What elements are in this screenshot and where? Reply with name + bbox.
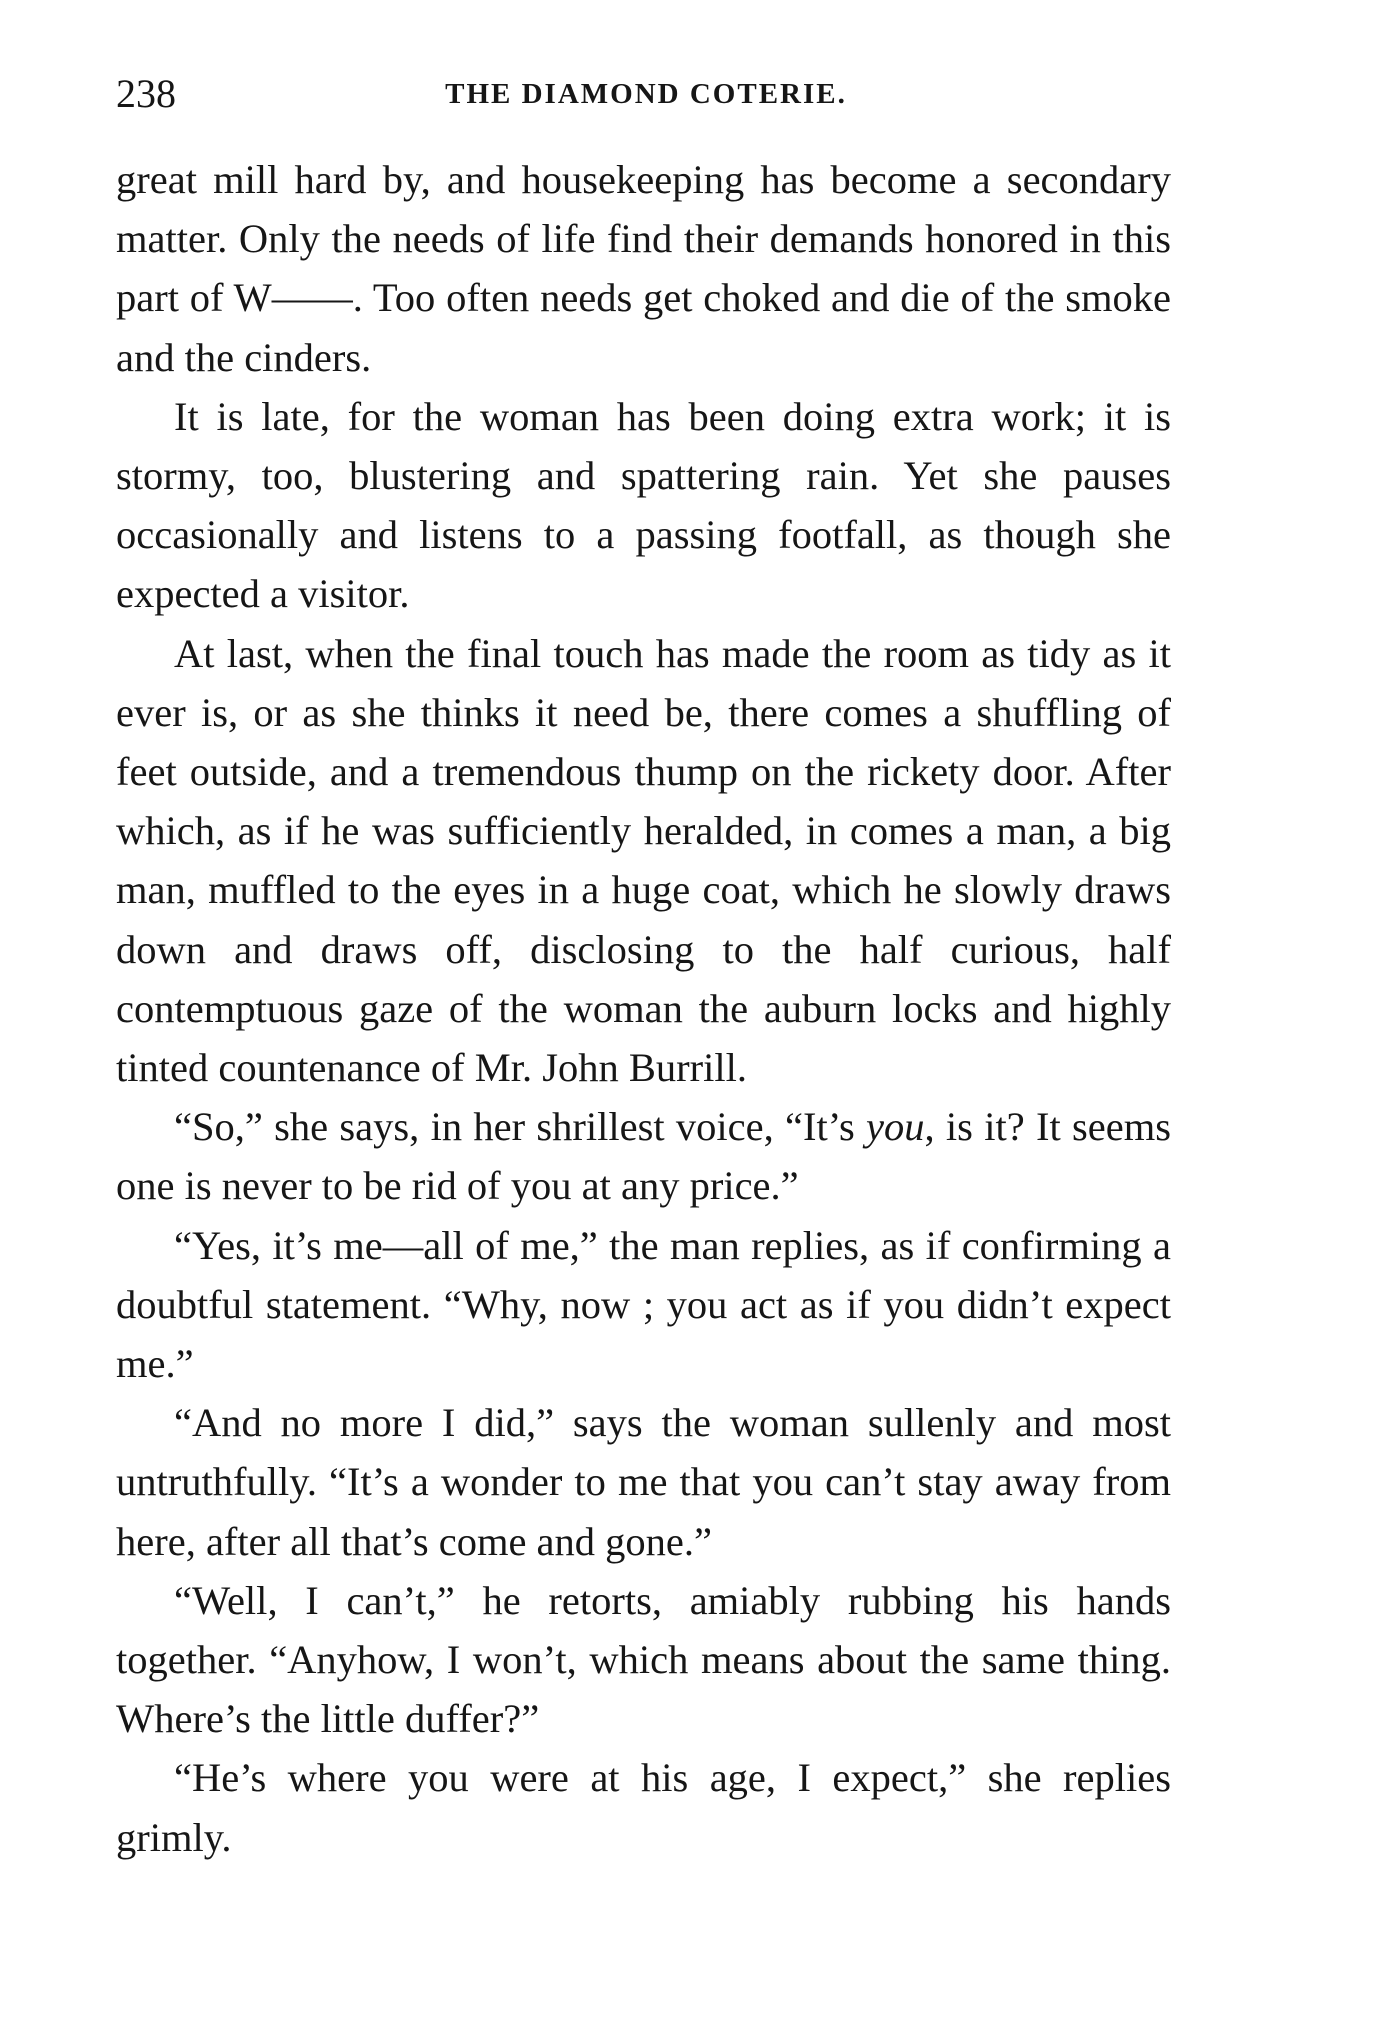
page-header <box>116 66 1176 122</box>
paragraph <box>116 1748 1171 1866</box>
text-run: “And no more I did,” says the woman sullenly and most untruthfully. “It’s a wonder to me that you can’t stay away from here, after all that’s come and gone.” <box>116 1400 1171 1564</box>
text-run: great mill hard by, and housekeeping has become a secondary matter. Only the needs of life find their demands honored in this part of W——. Too often needs get choked and die of the smoke and the cinders. <box>116 157 1171 380</box>
paragraph <box>116 150 1171 387</box>
paragraph <box>116 1216 1171 1394</box>
text-run: “Well, I can’t,” he retorts, amiably rubbing his hands together. “Anyhow, I won’t, which means about the same thing. Where’s the little duffer?” <box>116 1577 1171 1742</box>
running-title: THE DIAMOND COTERIE. <box>445 78 847 110</box>
text-run: At last, when the final touch has made the room as tidy as it ever is, or as she thinks it need be, there comes a shuffling of feet outside, and a tremendous thump on the rickety door. After which, as if he was sufficiently heralded, in comes a man, a big man, muffled to the eyes in a huge coat, which he slowly draws down and draws off, disclosing to the half curious, half contemptuous gaze of the woman the auburn locks and highly tinted countenance of Mr. John Burrill. <box>116 630 1171 1091</box>
italic-text: you <box>866 1104 925 1150</box>
paragraph <box>116 387 1171 624</box>
text-run: “He’s where you were at his age, I expect,” she replies grimly. <box>116 1755 1171 1860</box>
text-run: “So,” she says, in her shrillest voice, “It’s <box>174 1104 867 1150</box>
text-run: “Yes, it’s me—all of me,” the man replies, as if confirming a doubtful statement. “Why, now ; you act as if you didn’t expect me.” <box>116 1222 1171 1387</box>
paragraph <box>116 624 1171 1098</box>
text-run: , is it? It seems one is never to be rid of you at any price.” <box>116 1104 1171 1209</box>
body-text <box>116 150 1171 1867</box>
text-run: It is late, for the woman has been doing extra work; it is stormy, too, blustering and spattering rain. Yet she pauses occasionally and listens to a passing footfall, as though she expected a visitor. <box>116 393 1171 617</box>
paragraph <box>116 1571 1171 1749</box>
paragraph <box>116 1097 1171 1215</box>
page-number: 238 <box>116 71 176 116</box>
paragraph <box>116 1393 1171 1571</box>
